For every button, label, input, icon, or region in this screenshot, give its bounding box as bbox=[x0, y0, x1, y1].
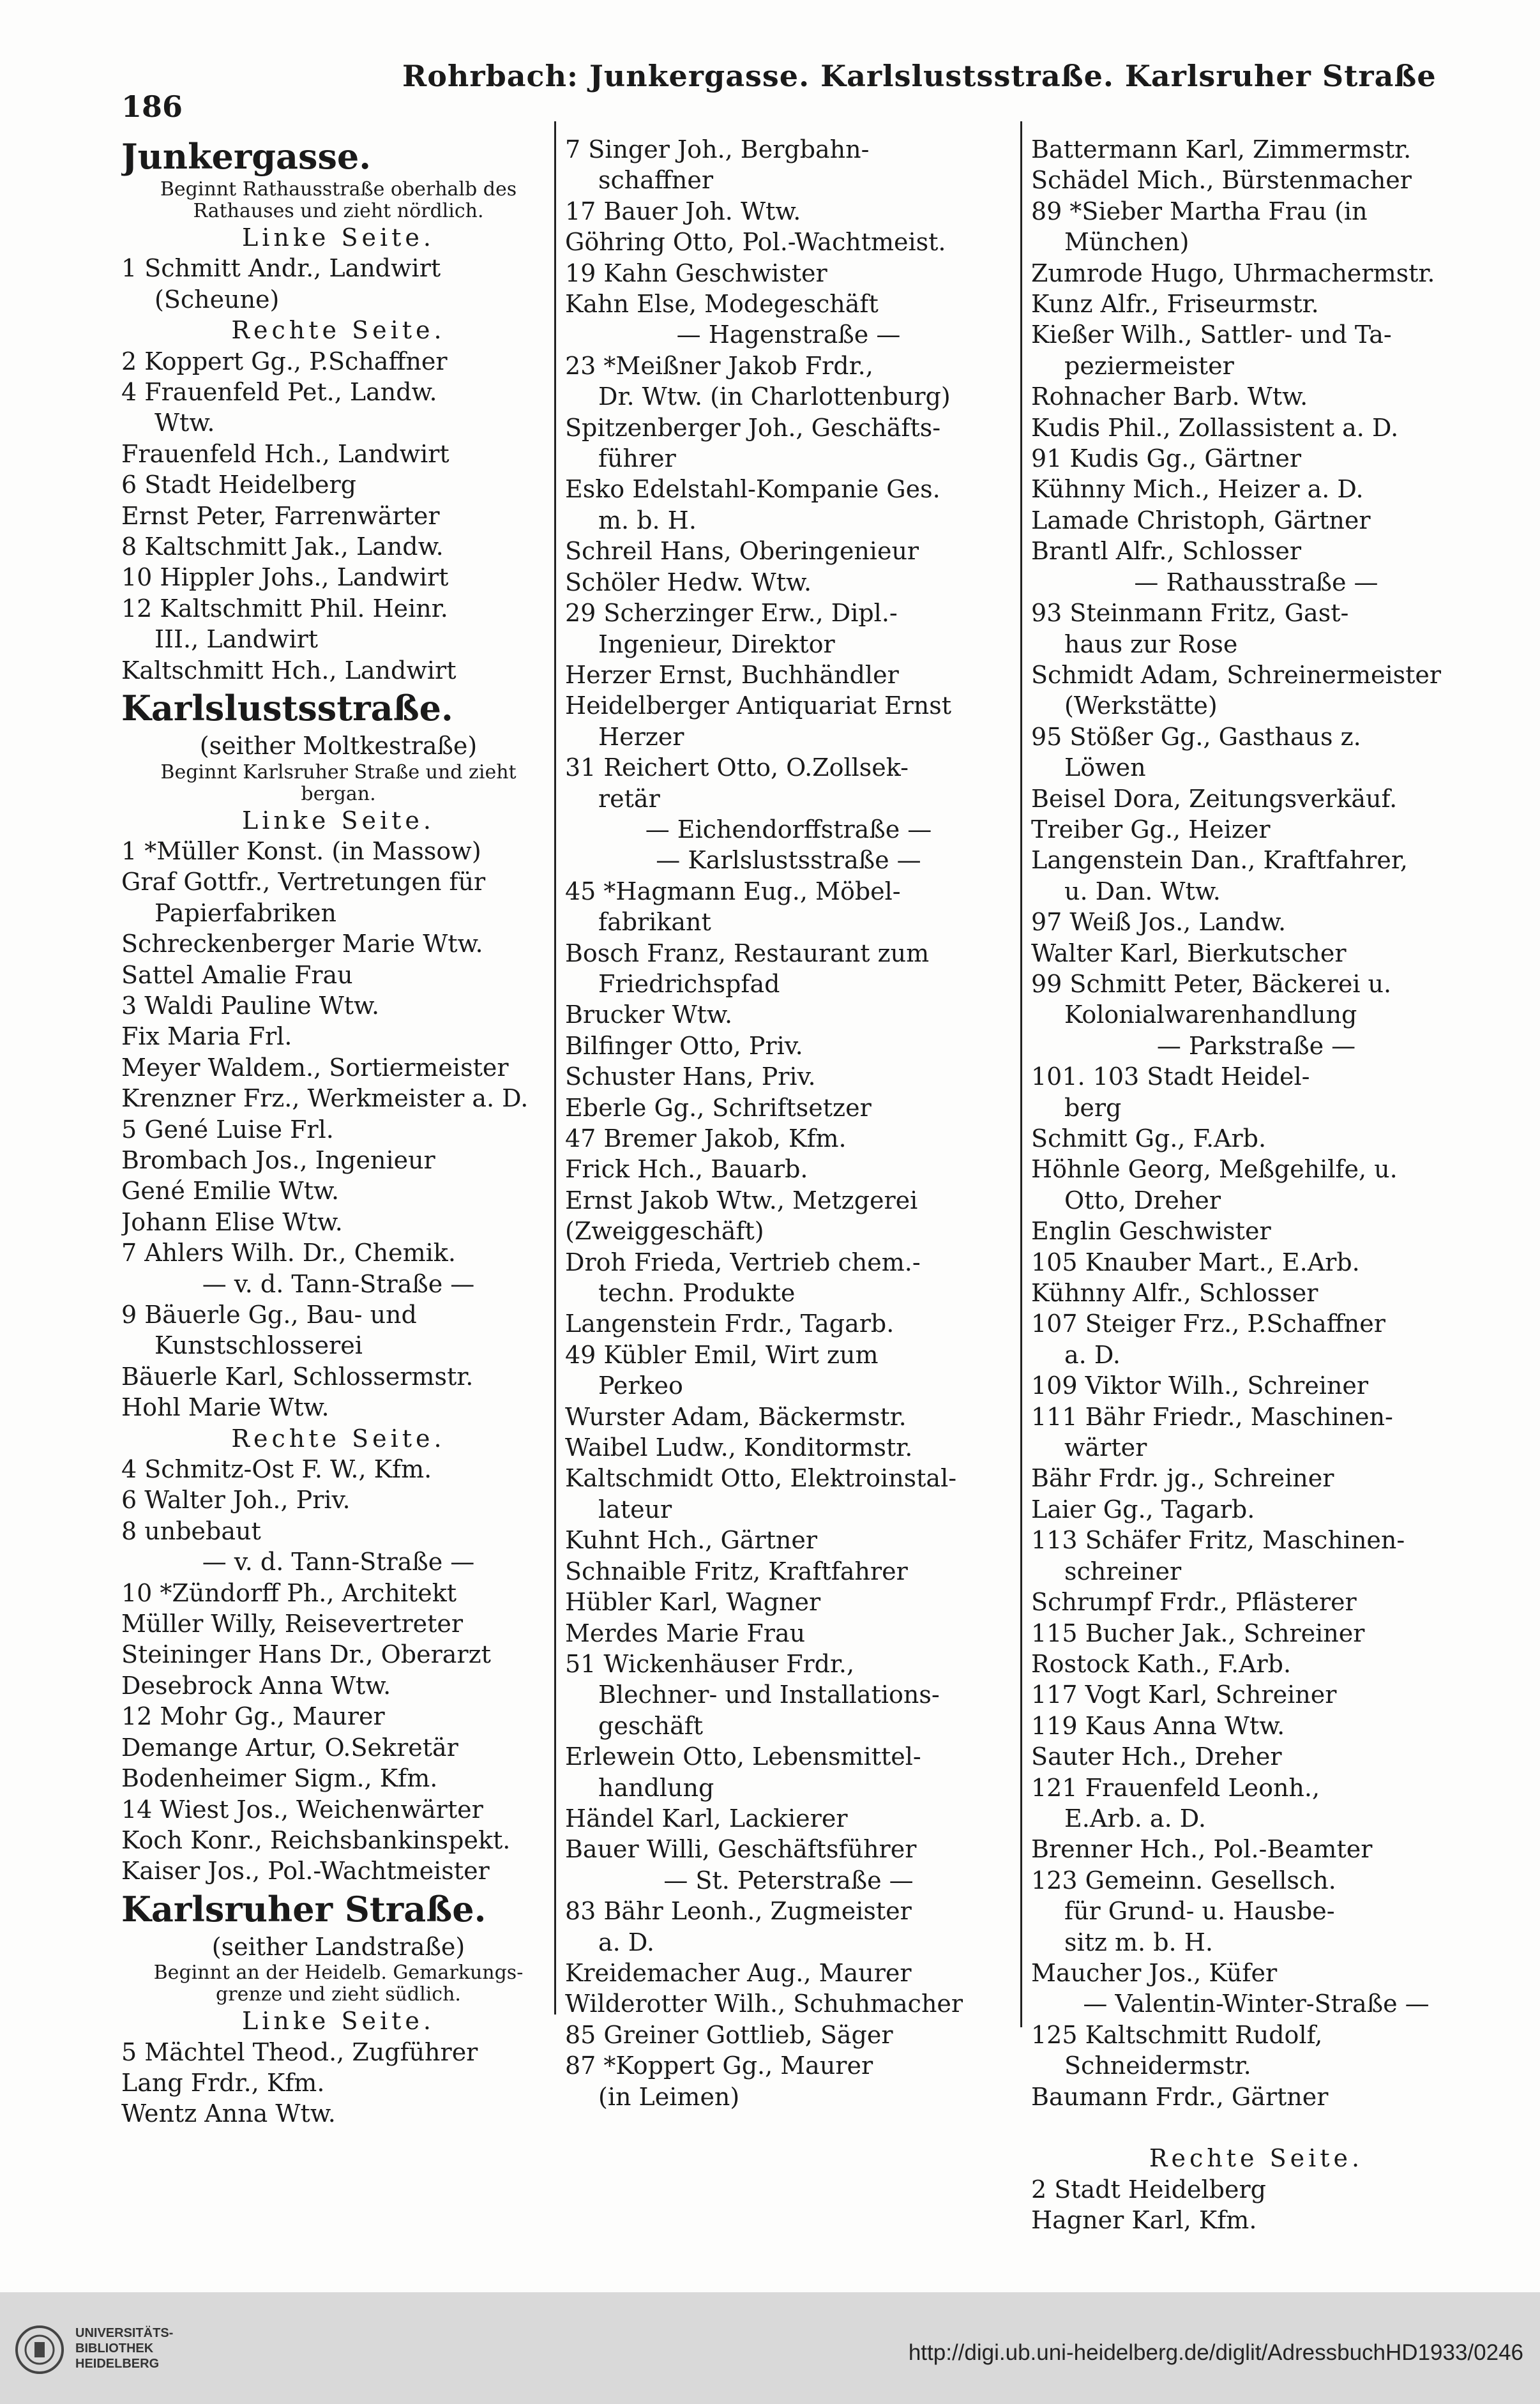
entry-line: Göhring Otto, Pol.-Wachtmeist. bbox=[565, 228, 946, 257]
column-left bbox=[121, 134, 555, 2129]
entry-line: 3 Waldi Pauline Wtw. bbox=[121, 991, 380, 1020]
entry-line: 6 Stadt Heidelberg bbox=[121, 471, 356, 499]
entry-line: Karlslustsstraße. bbox=[121, 688, 453, 729]
entry-line: Hübler Karl, Wagner bbox=[565, 1588, 821, 1617]
entry-line: Koch Konr., Reichsbankinspekt. bbox=[121, 1826, 511, 1854]
entry-line: 8 Kaltschmitt Jak., Landw. bbox=[121, 533, 444, 561]
entry-line: 7 Singer Joh., Bergbahn- bbox=[565, 135, 870, 163]
entry-line: 93 Steinmann Fritz, Gast- bbox=[1031, 599, 1349, 628]
entry-line: a. D. bbox=[598, 1928, 655, 1956]
entry-line: Bodenheimer Sigm., Kfm. bbox=[121, 1764, 438, 1793]
entry-line: Schuster Hans, Priv. bbox=[565, 1062, 816, 1091]
running-head: Rohrbach: Junkergasse. Karlslustsstraße. Karlsruher Straße bbox=[402, 59, 1437, 93]
entry-line: 31 Reichert Otto, O.Zollsek- bbox=[565, 753, 909, 782]
page-number: 186 bbox=[121, 89, 183, 124]
entry-line: Kühnny Mich., Heizer a. D. bbox=[1031, 475, 1364, 504]
entry-line: Löwen bbox=[1064, 753, 1146, 782]
entry-line: — St. Peterstraße — bbox=[663, 1866, 914, 1894]
entry-line: 49 Kübler Emil, Wirt zum bbox=[565, 1340, 879, 1369]
entry-line: Schneidermstr. bbox=[1064, 2052, 1251, 2080]
entry-line: 91 Kudis Gg., Gärtner bbox=[1031, 444, 1302, 473]
entry-line: Schmidt Adam, Schreinermeister bbox=[1031, 660, 1442, 689]
entry-line: 99 Schmitt Peter, Bäckerei u. bbox=[1031, 969, 1392, 998]
entry-line: Meyer Waldem., Sortiermeister bbox=[121, 1053, 509, 1082]
entry-line: berg bbox=[1064, 1093, 1122, 1122]
entry-line: Schrumpf Frdr., Pflästerer bbox=[1031, 1588, 1357, 1617]
entry-line: 85 Greiner Gottlieb, Säger bbox=[565, 2020, 893, 2049]
entry-line: Schnaible Fritz, Kraftfahrer bbox=[565, 1557, 908, 1585]
entry-line: 10 *Zündorff Ph., Architekt bbox=[121, 1578, 457, 1607]
entry-line: 107 Steiger Frz., P.Schaffner bbox=[1031, 1310, 1385, 1338]
entry-line: — Eichendorffstraße — bbox=[645, 815, 932, 843]
entry-line: 89 *Sieber Martha Frau (in bbox=[1031, 197, 1368, 225]
entry-line: 8 unbebaut bbox=[121, 1516, 261, 1545]
entry-line: 109 Viktor Wilh., Schreiner bbox=[1031, 1372, 1369, 1400]
entry-line: führer bbox=[598, 444, 676, 473]
entry-line: Linke Seite. bbox=[242, 2007, 435, 2036]
entry-line: Schädel Mich., Bürstenmacher bbox=[1031, 166, 1412, 195]
entry-line: (seither Landstraße) bbox=[211, 1932, 465, 1961]
entry-line: Bähr Frdr. jg., Schreiner bbox=[1031, 1464, 1334, 1493]
entry-line: Otto, Dreher bbox=[1064, 1186, 1221, 1214]
entry-line: 23 *Meißner Jakob Frdr., bbox=[565, 351, 873, 380]
entry-line: retär bbox=[598, 784, 660, 813]
entry-line: Kießer Wilh., Sattler- und Ta- bbox=[1031, 321, 1392, 349]
entry-line: Kunz Alfr., Friseurmstr. bbox=[1031, 290, 1319, 319]
entry-line: III., Landwirt bbox=[155, 625, 319, 654]
entry-line: Demange Artur, O.Sekretär bbox=[121, 1733, 458, 1762]
entry-line: Rechte Seite. bbox=[231, 1424, 446, 1453]
entry-line: 51 Wickenhäuser Frdr., bbox=[565, 1649, 855, 1678]
entry-line: 115 Bucher Jak., Schreiner bbox=[1031, 1619, 1365, 1647]
entry-line: Blechner- und Installations- bbox=[598, 1681, 940, 1709]
entry-line: (Scheune) bbox=[155, 285, 280, 314]
entry-line: 45 *Hagmann Eug., Möbel- bbox=[565, 877, 901, 905]
entry-line: Ingenieur, Direktor bbox=[598, 630, 835, 658]
entry-line: E.Arb. a. D. bbox=[1064, 1804, 1206, 1833]
entry-line: Laier Gg., Tagarb. bbox=[1031, 1495, 1255, 1523]
entry-line: techn. Produkte bbox=[598, 1279, 796, 1308]
column-middle bbox=[565, 134, 1012, 2112]
entry-line: u. Dan. Wtw. bbox=[1064, 877, 1221, 905]
entry-line: schreiner bbox=[1064, 1557, 1182, 1585]
entry-line: 101. 103 Stadt Heidel- bbox=[1031, 1062, 1310, 1091]
entry-line: Droh Frieda, Vertrieb chem.- bbox=[565, 1248, 921, 1276]
entry-line: Höhnle Georg, Meßgehilfe, u. bbox=[1031, 1155, 1398, 1184]
entry-line: Kaiser Jos., Pol.-Wachtmeister bbox=[121, 1857, 490, 1886]
entry-line: 119 Kaus Anna Wtw. bbox=[1031, 1711, 1285, 1740]
entry-line: Waibel Ludw., Konditormstr. bbox=[565, 1433, 913, 1462]
entry-line: Erlewein Otto, Lebensmittel- bbox=[565, 1743, 921, 1771]
entry-line: Ernst Peter, Farrenwärter bbox=[121, 501, 440, 530]
entry-line: 29 Scherzinger Erw., Dipl.- bbox=[565, 599, 898, 628]
entry-line: handlung bbox=[598, 1773, 714, 1802]
entry-line: m. b. H. bbox=[598, 506, 697, 534]
entry-line: 14 Wiest Jos., Weichenwärter bbox=[121, 1795, 483, 1824]
entry-line: 97 Weiß Jos., Landw. bbox=[1031, 908, 1287, 937]
entry-line: Hohl Marie Wtw. bbox=[121, 1393, 329, 1422]
entry-line: 1 Schmitt Andr., Landwirt bbox=[121, 254, 441, 283]
entry-line: Rechte Seite. bbox=[231, 316, 446, 345]
entry-line: a. D. bbox=[1064, 1340, 1121, 1369]
entry-line: 17 Bauer Joh. Wtw. bbox=[565, 197, 801, 225]
entry-line: — v. d. Tann-Straße — bbox=[202, 1548, 475, 1576]
entry-line: Kaltschmitt Hch., Landwirt bbox=[121, 656, 457, 684]
entry-line: Langenstein Frdr., Tagarb. bbox=[565, 1310, 895, 1338]
entry-line: 6 Walter Joh., Priv. bbox=[121, 1486, 351, 1515]
entry-line: (in Leimen) bbox=[598, 2082, 740, 2111]
entry-line: Hagner Karl, Kfm. bbox=[1031, 2206, 1257, 2235]
entry-line: — Hagenstraße — bbox=[676, 321, 901, 349]
entry-line: Sauter Hch., Dreher bbox=[1031, 1743, 1282, 1771]
entry-line: lateur bbox=[598, 1495, 672, 1523]
entry-line: Müller Willy, Reisevertreter bbox=[121, 1610, 464, 1638]
entry-line: 1 *Müller Konst. (in Massow) bbox=[121, 836, 481, 865]
entry-line: Schreckenberger Marie Wtw. bbox=[121, 930, 483, 958]
column-right bbox=[1031, 134, 1481, 2236]
entry-line: Wurster Adam, Bäckermstr. bbox=[565, 1402, 907, 1431]
entry-line: Brenner Hch., Pol.-Beamter bbox=[1031, 1835, 1373, 1864]
entry-line: Frauenfeld Hch., Landwirt bbox=[121, 439, 449, 468]
entry-line: Perkeo bbox=[598, 1372, 683, 1400]
entry-line: Englin Geschwister bbox=[1031, 1217, 1271, 1246]
entry-line: (seither Moltkestraße) bbox=[199, 732, 478, 760]
entry-line: Walter Karl, Bierkutscher bbox=[1031, 939, 1347, 967]
entry-line: 5 Gené Luise Frl. bbox=[121, 1115, 334, 1144]
source-url[interactable]: http://digi.ub.uni-heidelberg.de/diglit/AdressbuchHD1933/0246 bbox=[908, 2340, 1523, 2365]
entry-line: Frick Hch., Bauarb. bbox=[565, 1155, 808, 1184]
entry-line: Junkergasse. bbox=[121, 136, 371, 177]
entry-line: Kahn Else, Modegeschäft bbox=[565, 290, 879, 319]
entry-line: haus zur Rose bbox=[1064, 630, 1238, 658]
entry-line: Linke Seite. bbox=[242, 223, 435, 252]
entry-line: Papierfabriken bbox=[155, 898, 336, 927]
entry-line: Kuhnt Hch., Gärtner bbox=[565, 1526, 818, 1555]
entry-line: Karlsruher Straße. bbox=[121, 1888, 487, 1930]
entry-line: Kunstschlosserei bbox=[155, 1331, 363, 1360]
entry-line: Lamade Christoph, Gärtner bbox=[1031, 506, 1371, 534]
entry-line: Kolonialwarenhandlung bbox=[1064, 1001, 1357, 1029]
entry-line: 121 Frauenfeld Leonh., bbox=[1031, 1773, 1320, 1802]
entry-line: Beginnt an der Heidelb. Gemarkungs- bbox=[153, 1962, 524, 1984]
entry-line: Esko Edelstahl-Kompanie Ges. bbox=[565, 475, 940, 504]
footer-bar bbox=[0, 2292, 1540, 2404]
entry-line: Bosch Franz, Restaurant zum bbox=[565, 939, 930, 967]
entry-line: 87 *Koppert Gg., Maurer bbox=[565, 2052, 873, 2080]
entry-line: Rathauses und zieht nördlich. bbox=[193, 200, 484, 222]
entry-line: 113 Schäfer Fritz, Maschinen- bbox=[1031, 1526, 1405, 1555]
entry-line: München) bbox=[1064, 228, 1189, 257]
entry-line: 7 Ahlers Wilh. Dr., Chemik. bbox=[121, 1239, 456, 1267]
entry-line: Wilderotter Wilh., Schuhmacher bbox=[565, 1990, 963, 2018]
entry-line: 125 Kaltschmitt Rudolf, bbox=[1031, 2020, 1323, 2049]
entry-line: Steininger Hans Dr., Oberarzt bbox=[121, 1640, 491, 1669]
entry-line: peziermeister bbox=[1064, 351, 1234, 380]
entry-line: 19 Kahn Geschwister bbox=[565, 259, 827, 287]
entry-line: Battermann Karl, Zimmermstr. bbox=[1031, 135, 1412, 163]
entry-line: Friedrichspfad bbox=[598, 969, 780, 998]
entry-line: Herzer bbox=[598, 722, 684, 751]
entry-line: Kreidemacher Aug., Maurer bbox=[565, 1958, 912, 1987]
entry-line: Bauer Willi, Geschäftsführer bbox=[565, 1835, 917, 1864]
entry-line: Linke Seite. bbox=[242, 806, 435, 835]
university-seal-icon bbox=[14, 2324, 65, 2375]
entry-line: Lang Frdr., Kfm. bbox=[121, 2068, 325, 2097]
entry-line: Ernst Jakob Wtw., Metzgerei bbox=[565, 1186, 918, 1214]
entry-line: Graf Gottfr., Vertretungen für bbox=[121, 868, 486, 896]
entry-line: (Zweiggeschäft) bbox=[565, 1217, 764, 1246]
entry-line: fabrikant bbox=[598, 908, 711, 937]
entry-line: — v. d. Tann-Straße — bbox=[202, 1269, 475, 1298]
entry-line: 9 Bäuerle Gg., Bau- und bbox=[121, 1301, 417, 1329]
entry-line: Spitzenberger Joh., Geschäfts- bbox=[565, 413, 941, 442]
entry-line: — Rathausstraße — bbox=[1134, 568, 1378, 596]
entry-line: wärter bbox=[1064, 1433, 1147, 1462]
entry-line bbox=[1031, 2112, 1481, 2143]
entry-line: Kudis Phil., Zollassistent a. D. bbox=[1031, 413, 1399, 442]
entry-line: Baumann Frdr., Gärtner bbox=[1031, 2082, 1329, 2111]
entry-line: 12 Mohr Gg., Maurer bbox=[121, 1702, 385, 1731]
entry-line: 111 Bähr Friedr., Maschinen- bbox=[1031, 1402, 1393, 1431]
entry-line: 5 Mächtel Theod., Zugführer bbox=[121, 2037, 478, 2066]
entry-line: 83 Bähr Leonh., Zugmeister bbox=[565, 1897, 912, 1926]
entry-line: Wtw. bbox=[155, 409, 215, 437]
entry-line: 4 Schmitz-Ost F. W., Kfm. bbox=[121, 1455, 432, 1484]
entry-line: Schöler Hedw. Wtw. bbox=[565, 568, 812, 596]
entry-line: bergan. bbox=[301, 783, 376, 805]
entry-line: 47 Bremer Jakob, Kfm. bbox=[565, 1124, 847, 1153]
entry-line: Sattel Amalie Frau bbox=[121, 960, 353, 989]
entry-line: — Karlslustsstraße — bbox=[656, 846, 921, 875]
column-divider bbox=[1020, 121, 1022, 2027]
entry-line: Rostock Kath., F.Arb. bbox=[1031, 1649, 1292, 1678]
entry-line: 105 Knauber Mart., E.Arb. bbox=[1031, 1248, 1360, 1276]
entry-line: Johann Elise Wtw. bbox=[121, 1207, 343, 1236]
entry-line: Brombach Jos., Ingenieur bbox=[121, 1145, 435, 1174]
entry-line: Herzer Ernst, Buchhändler bbox=[565, 660, 899, 689]
entry-line: Fix Maria Frl. bbox=[121, 1022, 292, 1051]
entry-line: Heidelberger Antiquariat Ernst bbox=[565, 692, 952, 720]
entry-line: Rohnacher Barb. Wtw. bbox=[1031, 382, 1308, 411]
entry-line: — Parkstraße — bbox=[1156, 1031, 1356, 1060]
entry-line: 123 Gemeinn. Gesellsch. bbox=[1031, 1866, 1336, 1894]
entry-line: Händel Karl, Lackierer bbox=[565, 1804, 848, 1833]
entry-line: Rechte Seite. bbox=[1149, 2144, 1364, 2173]
entry-line: Maucher Jos., Küfer bbox=[1031, 1958, 1278, 1987]
entry-line: Bäuerle Karl, Schlossermstr. bbox=[121, 1362, 474, 1391]
entry-line: geschäft bbox=[598, 1711, 704, 1740]
entry-line: Kühnny Alfr., Schlosser bbox=[1031, 1279, 1318, 1308]
entry-line: schaffner bbox=[598, 166, 714, 195]
entry-line: sitz m. b. H. bbox=[1064, 1928, 1213, 1956]
entry-line: Gené Emilie Wtw. bbox=[121, 1177, 340, 1206]
entry-line: Dr. Wtw. (in Charlottenburg) bbox=[598, 382, 951, 411]
entry-line: Treiber Gg., Heizer bbox=[1031, 815, 1271, 843]
entry-line: Kaltschmidt Otto, Elektroinstal- bbox=[565, 1464, 957, 1493]
entry-line: 10 Hippler Johs., Landwirt bbox=[121, 563, 449, 592]
entry-line: Brantl Alfr., Schlosser bbox=[1031, 537, 1302, 566]
entry-line: — Valentin-Winter-Straße — bbox=[1083, 1990, 1430, 2018]
entry-line: Schmitt Gg., F.Arb. bbox=[1031, 1124, 1267, 1153]
entry-line: Wentz Anna Wtw. bbox=[121, 2099, 336, 2128]
entry-line: (Werkstätte) bbox=[1064, 692, 1218, 720]
entry-line: Zumrode Hugo, Uhrmachermstr. bbox=[1031, 259, 1435, 287]
entry-line: Beginnt Rathausstraße oberhalb des bbox=[160, 179, 517, 200]
entry-line: 12 Kaltschmitt Phil. Heinr. bbox=[121, 594, 448, 623]
entry-line: 95 Stößer Gg., Gasthaus z. bbox=[1031, 722, 1361, 751]
entry-line: grenze und zieht südlich. bbox=[216, 1984, 461, 2006]
entry-line: Desebrock Anna Wtw. bbox=[121, 1671, 391, 1700]
entry-line: Schreil Hans, Oberingenieur bbox=[565, 537, 919, 566]
entry-line: Bilfinger Otto, Priv. bbox=[565, 1031, 803, 1060]
entry-line: Brucker Wtw. bbox=[565, 1001, 733, 1029]
entry-line: 117 Vogt Karl, Schreiner bbox=[1031, 1681, 1337, 1709]
entry-line: Beisel Dora, Zeitungsverkäuf. bbox=[1031, 784, 1398, 813]
entry-line: Krenzner Frz., Werkmeister a. D. bbox=[121, 1084, 529, 1113]
entry-line: 2 Stadt Heidelberg bbox=[1031, 2175, 1266, 2204]
entry-line: Langenstein Dan., Kraftfahrer, bbox=[1031, 846, 1408, 875]
entry-line: Eberle Gg., Schriftsetzer bbox=[565, 1093, 872, 1122]
entry-line: 2 Koppert Gg., P.Schaffner bbox=[121, 347, 448, 375]
library-name: UNIVERSITÄTS- BIBLIOTHEK HEIDELBERG bbox=[75, 2326, 174, 2371]
entry-line: Merdes Marie Frau bbox=[565, 1619, 806, 1647]
entry-line: 4 Frauenfeld Pet., Landw. bbox=[121, 378, 437, 407]
entry-line: für Grund- u. Hausbe- bbox=[1064, 1897, 1335, 1926]
entry-line: Beginnt Karlsruher Straße und zieht bbox=[160, 761, 517, 783]
